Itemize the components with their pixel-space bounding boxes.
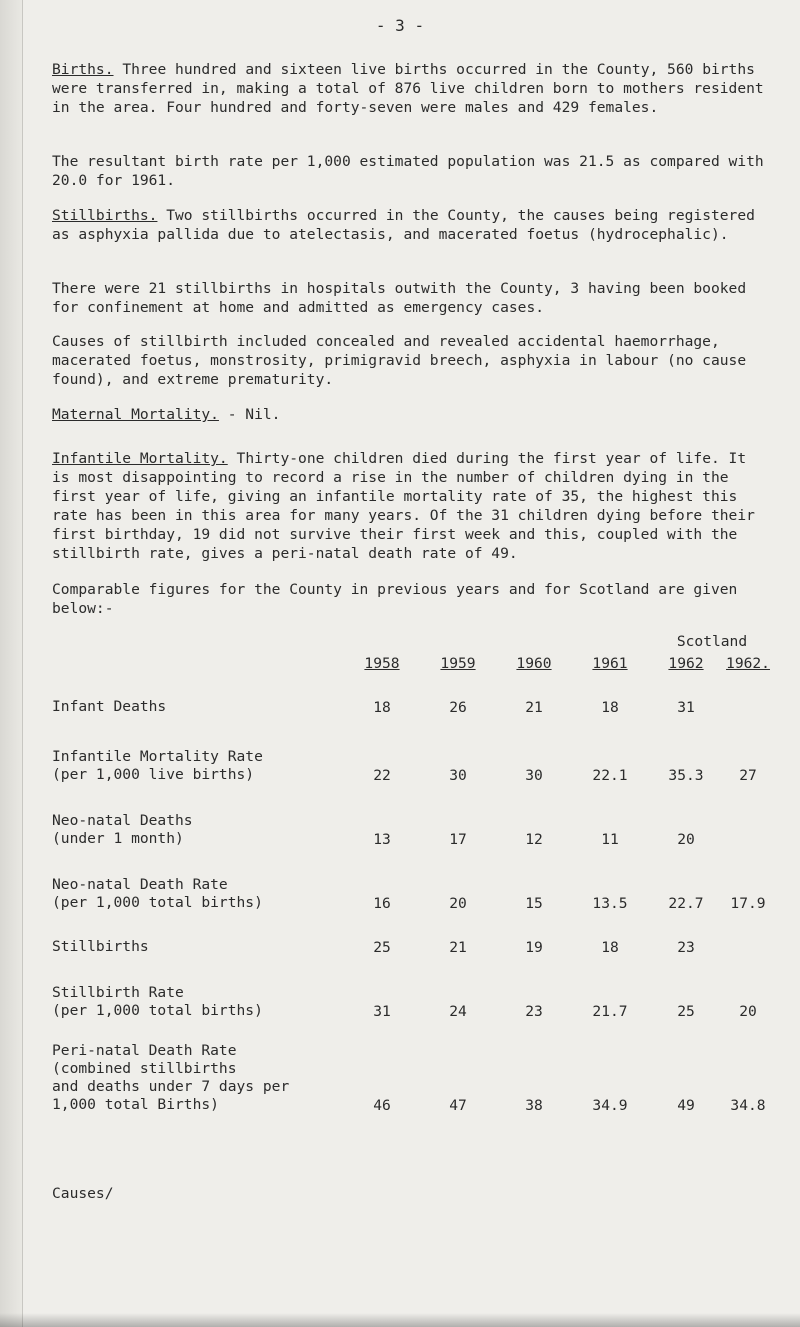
table-cell: 13.5 [592, 895, 628, 912]
table-cell: 31 [373, 1003, 391, 1020]
table-cell: 21.7 [592, 1003, 628, 1020]
maternal-mortality-paragraph [52, 405, 772, 424]
table-cell: 11 [601, 831, 619, 848]
births-paragraph [52, 60, 772, 117]
table-cell: 23 [525, 1003, 543, 1020]
table-cell: 12 [525, 831, 543, 848]
table-cell: 15 [525, 895, 543, 912]
table-cell: 30 [525, 767, 543, 784]
stillbirths-text: Two stillbirths occurred in the County, the causes being registered as asphyxia pallida due to atelectasis, and macerated foetus (hydrocephalic). [52, 207, 755, 243]
row-label: Neo-natal Death Rate (per 1,000 total births) [52, 876, 263, 911]
table-cell: 20 [449, 895, 467, 912]
row-label: Peri-natal Death Rate (combined stillbirths and deaths under 7 days per 1,000 total Births) [52, 1042, 290, 1113]
table-cell: 17.9 [730, 895, 766, 912]
page-binding-edge [0, 0, 22, 1327]
table-cell: 20 [739, 1003, 757, 1020]
table-cell: 49 [677, 1097, 695, 1114]
stillbirth-causes-paragraph: Causes of stillbirth included concealed and revealed accidental haemorrhage, macerated foetus, monstrosity, primigravid breech, asphyxia in labour (no cause found), and extreme prematurity. [52, 333, 747, 388]
stillbirths-heading: Stillbirths. [52, 207, 158, 224]
column-header: 1962 [668, 655, 704, 672]
table-cell [724, 784, 772, 848]
infantile-text: Thirty-one children died during the first year of life. It is most disappointing to record a rise in the number of children dying in the first year of life, giving an infantile mortality rate of 35, the highest this rate has been in this area for many years. Of the 31 children dying before their first birthday, 19 did not survive their first week and this, coupled with the stillbirth rate, gives a peri-natal death rate of 49. [52, 450, 755, 562]
table-cell [724, 672, 772, 716]
table-cell: 22.1 [592, 767, 628, 784]
column-header: 1960 [516, 655, 552, 672]
table-cell: 21 [449, 939, 467, 956]
column-header: 1959 [440, 655, 476, 672]
infantile-mortality-paragraph [52, 449, 772, 563]
page-bottom-shadow [0, 1313, 800, 1327]
table-row [52, 716, 772, 784]
hospital-stillbirths-paragraph: There were 21 stillbirths in hospitals outwith the County, 3 having been booked for confinement at home and admitted as emergency cases. [52, 280, 747, 316]
table-row [52, 912, 772, 956]
row-label: Infantile Mortality Rate (per 1,000 live births) [52, 748, 263, 783]
column-header: 1961 [592, 655, 628, 672]
table-cell: 17 [449, 831, 467, 848]
maternal-text: - Nil. [227, 406, 281, 423]
table-cell: 25 [373, 939, 391, 956]
table-cell: 26 [449, 699, 467, 716]
table-cell [724, 912, 772, 956]
table-row [52, 848, 772, 912]
table-cell: 31 [677, 699, 695, 716]
table-cell: 20 [677, 831, 695, 848]
table-cell: 22.7 [668, 895, 704, 912]
scotland-column-label: Scotland [676, 633, 748, 650]
table-cell: 23 [677, 939, 695, 956]
column-header: 1962. [726, 655, 770, 672]
row-label: Neo-natal Deaths (under 1 month) [52, 812, 193, 847]
comparable-intro: Comparable figures for the County in previous years and for Scotland are given below:- [52, 581, 738, 617]
maternal-heading: Maternal Mortality. [52, 406, 219, 423]
table-cell: 25 [677, 1003, 695, 1020]
table-cell: 18 [601, 939, 619, 956]
table-cell: 19 [525, 939, 543, 956]
table-cell: 38 [525, 1097, 543, 1114]
margin-line [22, 0, 23, 1327]
row-label: Stillbirths [52, 938, 149, 955]
table-cell: 22 [373, 767, 391, 784]
row-label: Infant Deaths [52, 698, 167, 715]
column-header: 1958 [364, 655, 400, 672]
table-cell: 34.8 [730, 1097, 766, 1114]
table-cell: 16 [373, 895, 391, 912]
births-text: Three hundred and sixteen live births occurred in the County, 560 births were transferred in, making a total of 876 live children born to mothers resident in the area. Four hundred and forty-seven were males and 429 females. [52, 61, 764, 116]
table-cell: 18 [601, 699, 619, 716]
table-cell: 47 [449, 1097, 467, 1114]
table-cell: 35.3 [668, 767, 704, 784]
table-cell: 13 [373, 831, 391, 848]
table-header-blank [52, 650, 344, 672]
table-cell: 24 [449, 1003, 467, 1020]
continuation-catchword: Causes/ [52, 1185, 114, 1202]
table-row [52, 956, 772, 1020]
row-label: Stillbirth Rate (per 1,000 total births) [52, 984, 263, 1019]
table-row [52, 784, 772, 848]
stillbirths-paragraph [52, 206, 772, 244]
table-cell: 21 [525, 699, 543, 716]
table-cell: 18 [373, 699, 391, 716]
table-header-row [52, 650, 772, 672]
page-number: - 3 - [375, 16, 425, 35]
table-cell: 34.9 [592, 1097, 628, 1114]
table-row [52, 1020, 772, 1114]
infantile-heading: Infantile Mortality. [52, 450, 228, 467]
table-cell: 27 [739, 767, 757, 784]
birth-rate-paragraph: The resultant birth rate per 1,000 estimated population was 21.5 as compared with 20.0 for 1961. [52, 153, 764, 189]
table-cell: 30 [449, 767, 467, 784]
comparative-statistics-table [52, 650, 772, 1114]
table-row [52, 672, 772, 716]
table-cell: 46 [373, 1097, 391, 1114]
births-heading: Births. [52, 61, 114, 78]
